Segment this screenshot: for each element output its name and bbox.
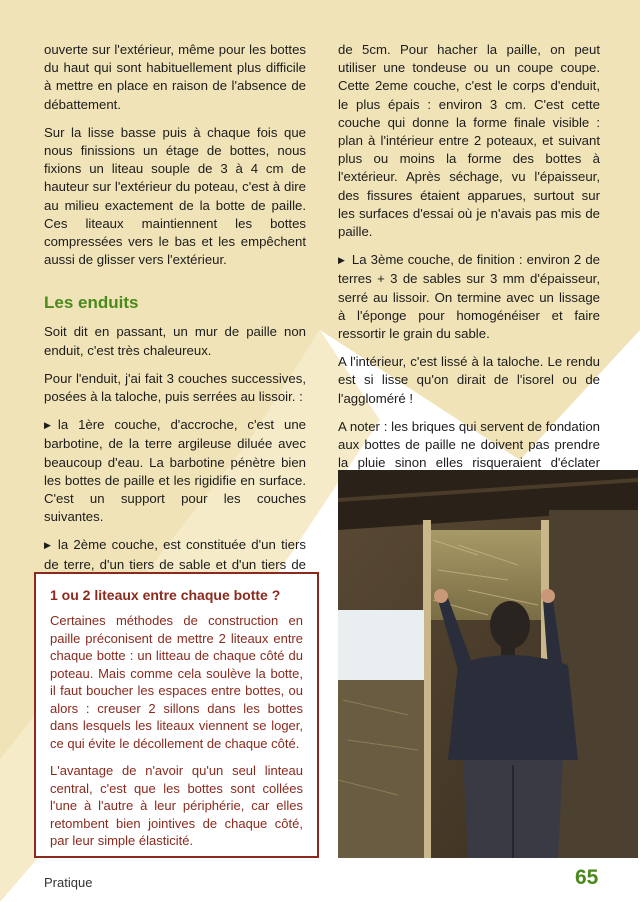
triangle-bullet-icon: ▶ [338, 255, 345, 266]
triangle-bullet-icon: ▶ [44, 420, 51, 431]
section-heading-enduits: Les enduits [44, 293, 139, 313]
left-paragraph-3: Soit dit en passant, un mur de paille non enduit, c'est très chaleureux. [44, 324, 306, 358]
bullet-text-1: la 1ère couche, d'accroche, c'est une barbotine, de la terre argileuse diluée avec beaucoup d'eau. La barbotine pénètre bien les bottes de paille et les rigidifie en surface. C'est un support pour les couches suivantes. [44, 417, 306, 525]
right-bullet-paragraph [338, 251, 600, 343]
left-column [44, 41, 306, 602]
page-number: 65 [575, 866, 599, 889]
right-paragraph-1: de 5cm. Pour hacher la paille, on peut utiliser une tondeuse ou un coupe coupe. Cette 2eme couche, c'est le corps d'enduit, le plus épais : environ 3 cm. C'est cette couche qui donne la forme finale visible : plan à l'intérieur entre 2 poteaux, et suivant plus ou moins la forme des bottes à l'extérieur. Après séchage, vu l'épaisseur, des fissures étaient apparues, surtout sur les surfaces d'essai où je n'avais pas mis de paille. [338, 42, 600, 240]
sidebar-box [34, 572, 319, 858]
left-paragraph-1: ouverte sur l'extérieur, même pour les bottes du haut qui sont habituellement plus difficile à mettre en place en raison de l'absence de débattement. [44, 42, 306, 112]
triangle-bullet-icon: ▶ [44, 540, 51, 551]
right-paragraph-4: A noter : les briques qui servent de fondation aux bottes de paille ne doivent pas prendre la pluie sinon elles risqueraient d'éclater [338, 418, 600, 471]
box-title: 1 ou 2 liteaux entre chaque botte ? [50, 587, 281, 603]
left-bullet-paragraph-1 [44, 416, 306, 526]
photo-straw-wall [338, 470, 638, 858]
right-column [338, 41, 600, 519]
left-paragraph-2: Sur la lisse basse puis à chaque fois que nous finissions un étage de bottes, nous fixions un liteau souple de 3 à 4 cm de hauteur sur l'extérieur du poteau, c'est à dire au milieu exactement de la botte de paille. Ces liteaux maintiennent les bottes compressées vers le bas et les empêchent aussi de glisser vers l'extérieur. [44, 124, 306, 268]
box-paragraph-1: Certaines méthodes de construction en paille préconisent de mettre 2 liteaux entre chaque botte : un litteau de chaque côté du poteau. Mais comme cela soulève la botte, il faut boucher les espaces entre bottes, ou alors : creuser 2 sillons dans les bottes dans lesquels les liteaux viennent se loger, ce qui évite le décollement de chaque côté. [50, 613, 303, 751]
left-paragraph-4: Pour l'enduit, j'ai fait 3 couches successives, posées à la taloche, puis serrées au lissoir. : [44, 370, 306, 405]
box-paragraph-2: L'avantage de n'avoir qu'un seul linteau central, c'est que les bottes sont collées l'une à l'autre à leur périphérie, car elles retombent bien jointives de chaque côté, par leur simple élasticité. [50, 763, 303, 848]
bullet-text-3: La 3ème couche, de finition : environ 2 de terres + 3 de sables sur 3 mm d'épaisseur, serré au lissoir. On termine avec un lissage à l'éponge pour homogénéiser et faire ressortir le grain du sable. [338, 252, 600, 342]
photo-illustration [338, 470, 638, 858]
bullet-text-2: la 2ème couche, est constituée d'un tiers de terre, d'un tiers de sable et d'un tiers de [44, 537, 306, 572]
section-label: Pratique [44, 875, 93, 890]
right-paragraph-3: A l'intérieur, c'est lissé à la taloche. Le rendu est si lisse qu'on dirait de l'isorel ou de l'aggloméré ! [338, 354, 600, 406]
